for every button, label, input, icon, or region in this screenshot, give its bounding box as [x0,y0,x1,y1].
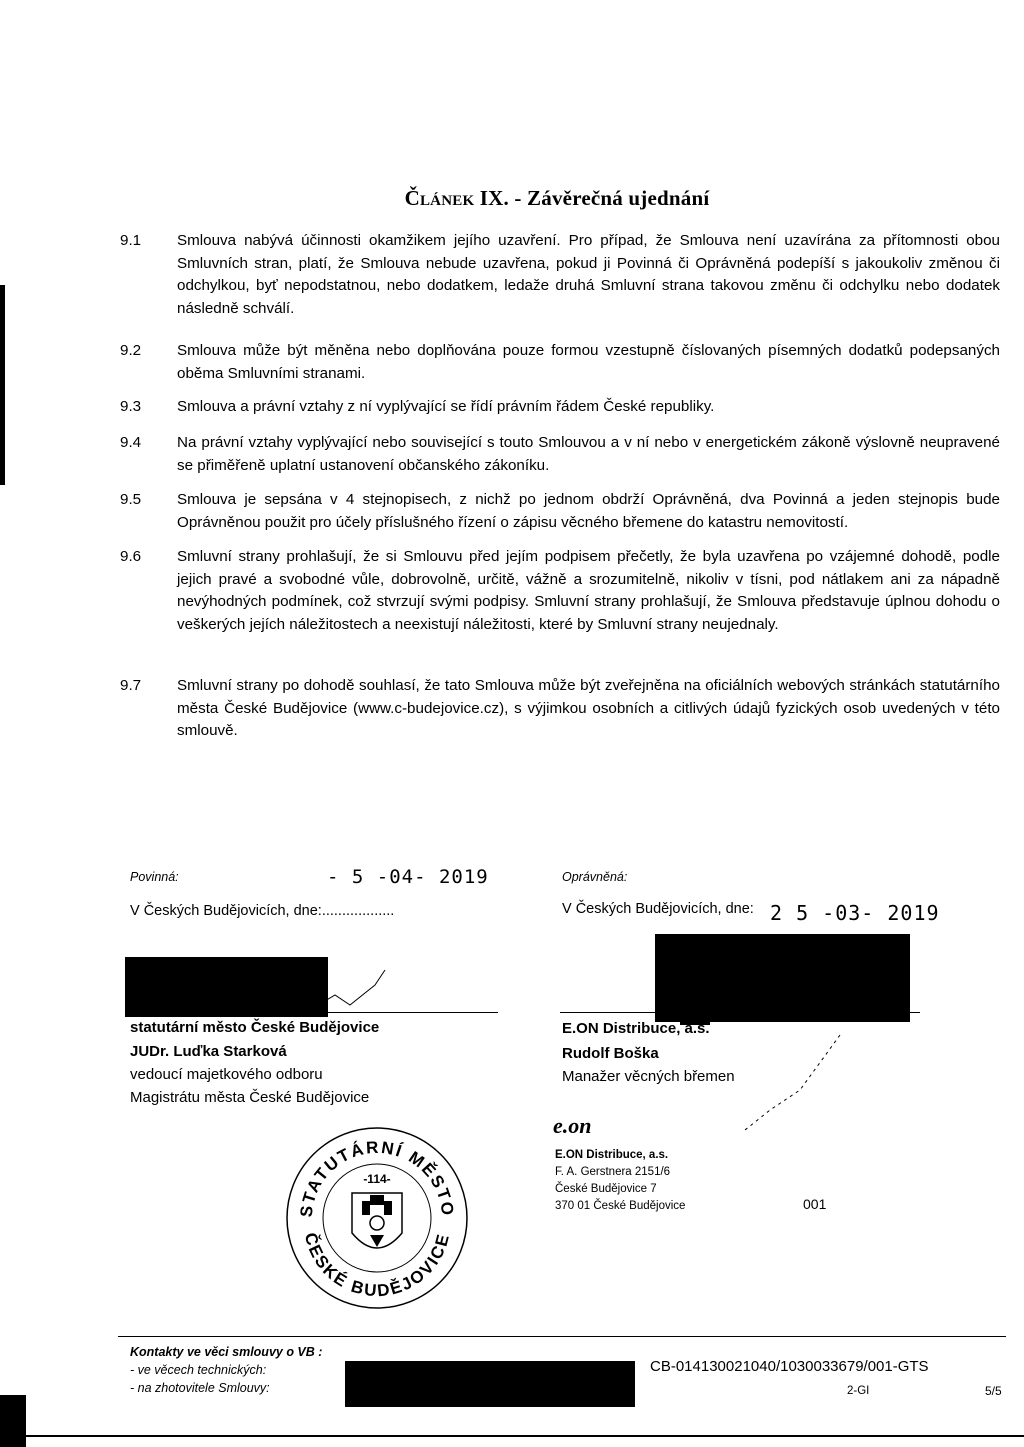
signature-scribble [730,1030,850,1140]
clause-9-6 [120,546,1000,636]
clause-number: 9.5 [120,491,142,508]
eon-stamp-zip: 370 01 České Budějovice [555,1200,686,1212]
left-stamp-date: - 5 -04- 2019 [327,866,489,888]
footer-contacts-title: Kontakty ve věci smlouvy o VB : [130,1345,323,1359]
clause-text: Smluvní strany prohlašují, že si Smlouvu před jejím podpisem přečetly, že byla uzavřena po vzájemné dohodě, podle jejich pravé a svobodné vůle, dobrovolně, určitě, vážně a srozumitelně, nikoliv v tísni, pod nátlakem ani za nápadně nevýhodných podmínek, což stvrzují svými podpisy. Smluvní strany prohlašují, že Smlouva představuje úplnou dohodu o veškerých jejích náležitostech a neexistují náležitosti, které by Smluvní strany neujednaly. [177,548,1000,633]
scan-edge-mark [0,285,5,485]
right-party-role: Oprávněná: [562,870,628,884]
seal-top-text: STATUTÁRNÍ MĚSTO [296,1137,458,1219]
signature-line [560,1012,920,1013]
city-coat-of-arms-icon [352,1193,402,1248]
redacted-contact [345,1361,635,1407]
clause-text: Smlouva je sepsána v 4 stejnopisech, z nichž po jednom obdrží Oprávněná, dva Povinná a jeden stejnopis bude Oprávněnou použit pro účely příslušného řízení o zápisu věcného břemene do katastru nemovitostí. [177,491,1000,531]
footer-page-number: 5/5 [985,1384,1002,1398]
city-seal-stamp [282,1123,472,1313]
footer-code: 2-GI [847,1385,870,1397]
clause-text: Smlouva může být měněna nebo doplňována pouze formou vzestupně číslovaných písemných dodatků podepsaných oběma Smluvními stranami. [177,342,1000,382]
clause-text: Smlouva a právní vztahy z ní vyplývající se řídí právním řádem České republiky. [177,398,715,415]
eon-stamp-code: 001 [803,1196,827,1212]
clause-number: 9.1 [120,232,142,249]
eon-stamp-street: F. A. Gerstnera 2151/6 [555,1166,671,1178]
article-title: - Závěrečná ujednání [508,186,710,210]
footer-divider [118,1336,1006,1337]
footer-doc-number: CB-014130021040/1030033679/001-GTS [650,1358,929,1375]
left-party-office: Magistrátu města České Budějovice [130,1089,370,1106]
clause-text: Smlouva nabývá účinnosti okamžikem jejího uzavření. Pro případ, že Smlouva není uzavírána za přítomnosti obou Smluvních stran, platí, že Smlouva nebude uzavřena, pokud ji Povinná či Oprávněná podepíší s jakoukoliv změnou či odchylkou, byť nepodstatnou, nebo dodatkem, ledaže druhá Smluvní strana takovou změnu či odchylku nebo dodatek následně schválí. [177,232,1000,317]
right-place-date: V Českých Budějovicích, dne: [562,901,754,917]
eon-logo-icon: e.on [553,1113,592,1138]
article-number: Článek IX. [404,186,509,210]
clause-text: Smluvní strany po dohodě souhlasí, že tato Smlouva může být zveřejněna na oficiálních webových stránkách statutárního města České Budějovice (www.c-budejovice.cz), s výjimkou osobních a citlivých údajů fyzických osob uvedených v této smlouvě. [177,677,1000,740]
seal-number: -114- [363,1172,391,1186]
clause-9-2 [120,340,1000,385]
right-party-position: Manažer věcných břemen [562,1068,735,1085]
clause-number: 9.3 [120,398,142,415]
scan-edge-mark [0,1395,26,1447]
clause-number: 9.7 [120,677,142,694]
right-party-person: Rudolf Boška [562,1045,659,1062]
clause-9-1 [120,230,1000,320]
article-heading [0,186,1024,211]
clause-9-3 [120,396,1000,419]
right-stamp-date: 2 5 -03- 2019 [770,901,940,925]
clause-9-4 [120,432,1000,477]
seal-bottom-text: ČESKÉ BUDĚJOVICE [300,1230,454,1301]
footer-technical-label: - ve věcech technických: [130,1363,267,1377]
scan-edge-mark [26,1435,1024,1437]
left-place-date: V Českých Budějovicích, dne:.................. [130,903,395,919]
clause-9-5 [120,489,1000,534]
clause-number: 9.2 [120,342,142,359]
left-party-role: Povinná: [130,870,179,884]
eon-stamp-city: České Budějovice 7 [555,1183,657,1195]
eon-stamp-company: E.ON Distribuce, a.s. [555,1149,669,1161]
left-party-position: vedoucí majetkového odboru [130,1066,323,1083]
clause-text: Na právní vztahy vyplývající nebo související s touto Smlouvou a v ní nebo v energetickém zákoně výslovně neupravené se přiměřeně uplatní ustanovení občanského zákoníku. [177,434,1000,474]
clause-number: 9.4 [120,434,142,451]
right-party-name: E.ON Distribuce, a.s. [562,1020,710,1037]
redacted-signature [655,934,910,1022]
left-party-person: JUDr. Luďka Starková [130,1043,287,1060]
redacted-signature [125,957,328,1017]
clause-9-7 [120,675,1000,743]
footer-contractor-label: - na zhotovitele Smlouvy: [130,1381,270,1395]
left-party-name: statutární město České Budějovice [130,1019,380,1036]
signature-scribble [305,965,405,1015]
clause-number: 9.6 [120,548,142,565]
